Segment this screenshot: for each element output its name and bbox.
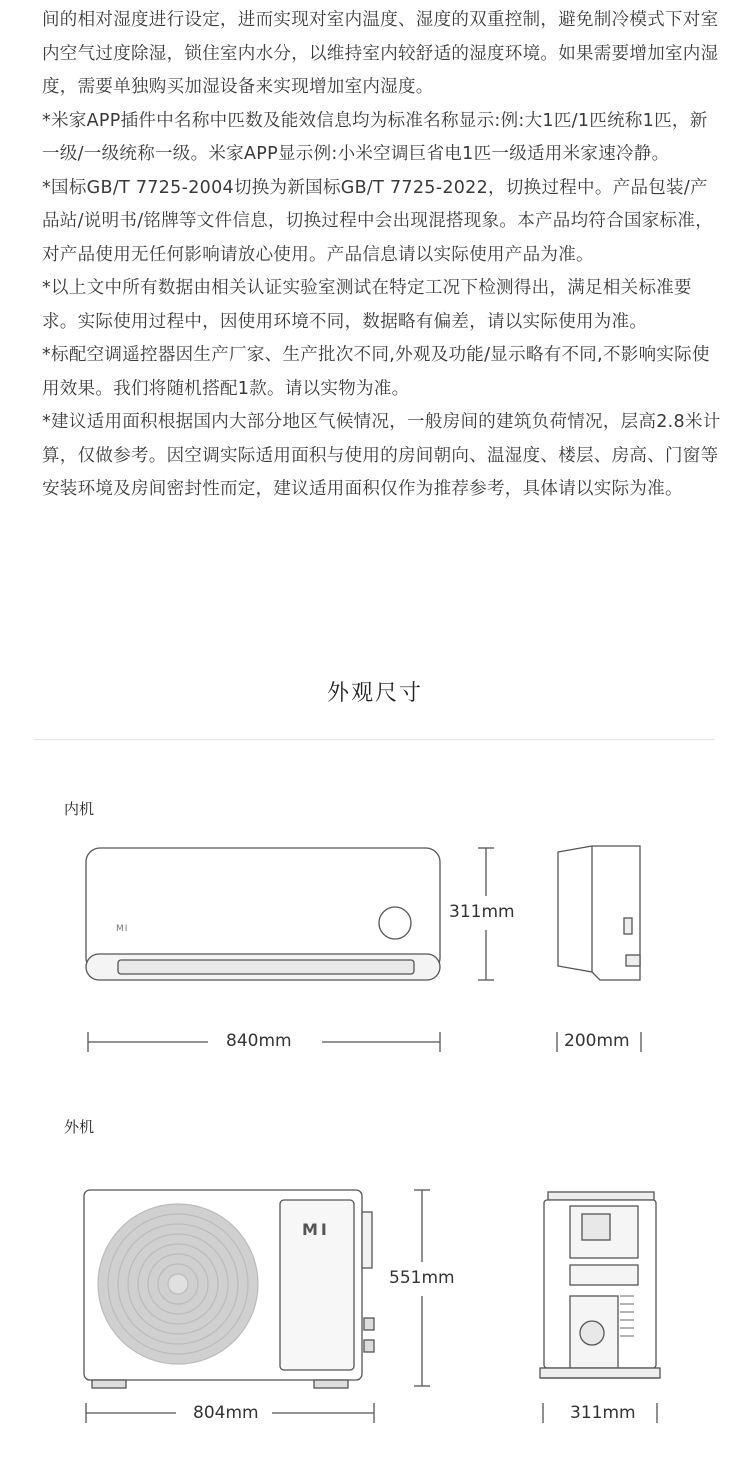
indoor-unit-label: 内机 xyxy=(64,800,95,818)
note-paragraph: *标配空调遥控器因生产厂家、生产批次不同,外观及功能/显示略有不同,不影响实际使用效果。我们将随机搭配1款。请以实物为准。 xyxy=(42,345,710,399)
note-paragraph: *建议适用面积根据国内大部分地区气候情况，一般房间的建筑负荷情况，层高2.8米计算，仅做参考。因空调实际适用面积与使用的房间朝向、温湿度、楼层、房高、门窗等安装环境及房间密封性而定，建议适用面积仅作为推荐参考，具体请以实际为准。 xyxy=(42,412,721,499)
note-paragraph: 间的相对湿度进行设定，进而实现对室内温度、湿度的双重控制，避免制冷模式下对室内空气过度除湿，锁住室内水分，以维持室内较舒适的湿度环境。如果需要增加室内湿度，需要单独购买加湿设备来实现增加室内湿度。 xyxy=(42,10,719,97)
indoor-depth-dimension: 200mm xyxy=(564,1031,630,1051)
indoor-height-dimension: 311mm xyxy=(446,902,518,922)
outdoor-height-dimension: 551mm xyxy=(386,1268,458,1288)
note-paragraph: *国标GB/T 7725-2004切换为新国标GB/T 7725-2022，切换过程中。产品包装/产品站/说明书/铭牌等文件信息，切换过程中会出现混搭现象。本产品均符合国家标准，对产品使用无任何影响请放心使用。产品信息请以实际使用产品为准。 xyxy=(42,177,713,265)
indoor-unit-front-illustration xyxy=(86,848,440,980)
note-paragraph: *以上文中所有数据由相关认证实验室测试在特定工况下检测得出，满足相关标准要求。实际使用过程中，因使用环境不同，数据略有偏差，请以实际使用为准。 xyxy=(42,278,692,332)
note-paragraph: *米家APP插件中名称中匹数及能效信息均为标准名称显示:例:大1匹/1匹统称1匹，新一级/一级统称一级。米家APP显示例:小米空调巨省电1匹一级适用米家速冷静。 xyxy=(42,110,708,164)
section-title: 外观尺寸 xyxy=(326,681,423,706)
indoor-unit-side-illustration xyxy=(558,846,640,980)
outdoor-width-dimension: 804mm xyxy=(190,1403,262,1423)
outdoor-depth-dimension: 311mm xyxy=(567,1403,639,1423)
outdoor-unit-label: 外机 xyxy=(64,1118,95,1136)
outdoor-logo: MI xyxy=(302,1220,330,1239)
indoor-logo: MI xyxy=(116,924,129,934)
outdoor-unit-side-illustration xyxy=(540,1192,660,1378)
indoor-width-dimension: 840mm xyxy=(223,1031,295,1051)
fan-grille-illustration xyxy=(98,1204,258,1364)
